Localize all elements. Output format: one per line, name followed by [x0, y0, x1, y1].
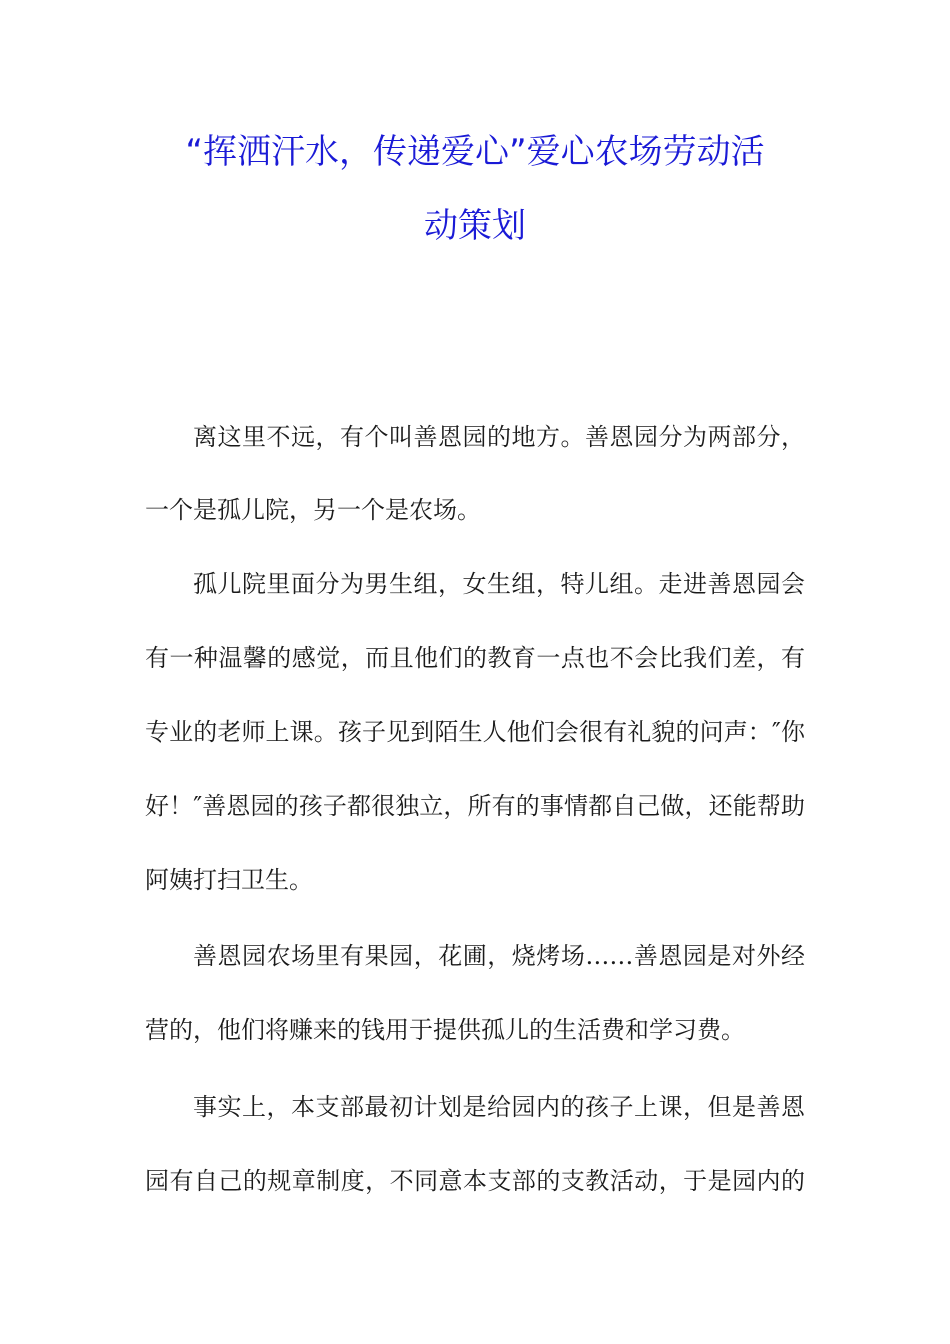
document-title-line-2: 动策划: [424, 206, 526, 246]
paragraph-line: 离这里不远，有个叫善恩园的地方。善恩园分为两部分，: [193, 424, 805, 450]
paragraph-line: 事实上，本支部最初计划是给园内的孩子上课，但是善恩: [193, 1094, 805, 1120]
paragraph-line: 善恩园农场里有果园，花圃，烧烤场……善恩园是对外经: [193, 943, 805, 969]
paragraph-line: 一个是孤儿院，另一个是农场。: [145, 497, 481, 523]
paragraph-line: 阿姨打扫卫生。: [145, 867, 313, 893]
paragraph-line: 好！″善恩园的孩子都很独立，所有的事情都自己做，还能帮助: [145, 793, 805, 819]
paragraph-line: 有一种温馨的感觉，而且他们的教育一点也不会比我们差，有: [145, 645, 805, 671]
paragraph-line: 园有自己的规章制度，不同意本支部的支教活动，于是园内的: [145, 1168, 805, 1194]
paragraph-line: 专业的老师上课。孩子见到陌生人他们会很有礼貌的问声：″你: [145, 719, 805, 745]
document-title-line-1: “挥洒汗水，传递爱心”爱心农场劳动活: [185, 132, 765, 172]
paragraph-line: 营的，他们将赚来的钱用于提供孤儿的生活费和学习费。: [145, 1017, 745, 1043]
paragraph-line: 孤儿院里面分为男生组，女生组，特儿组。走进善恩园会: [193, 571, 805, 597]
